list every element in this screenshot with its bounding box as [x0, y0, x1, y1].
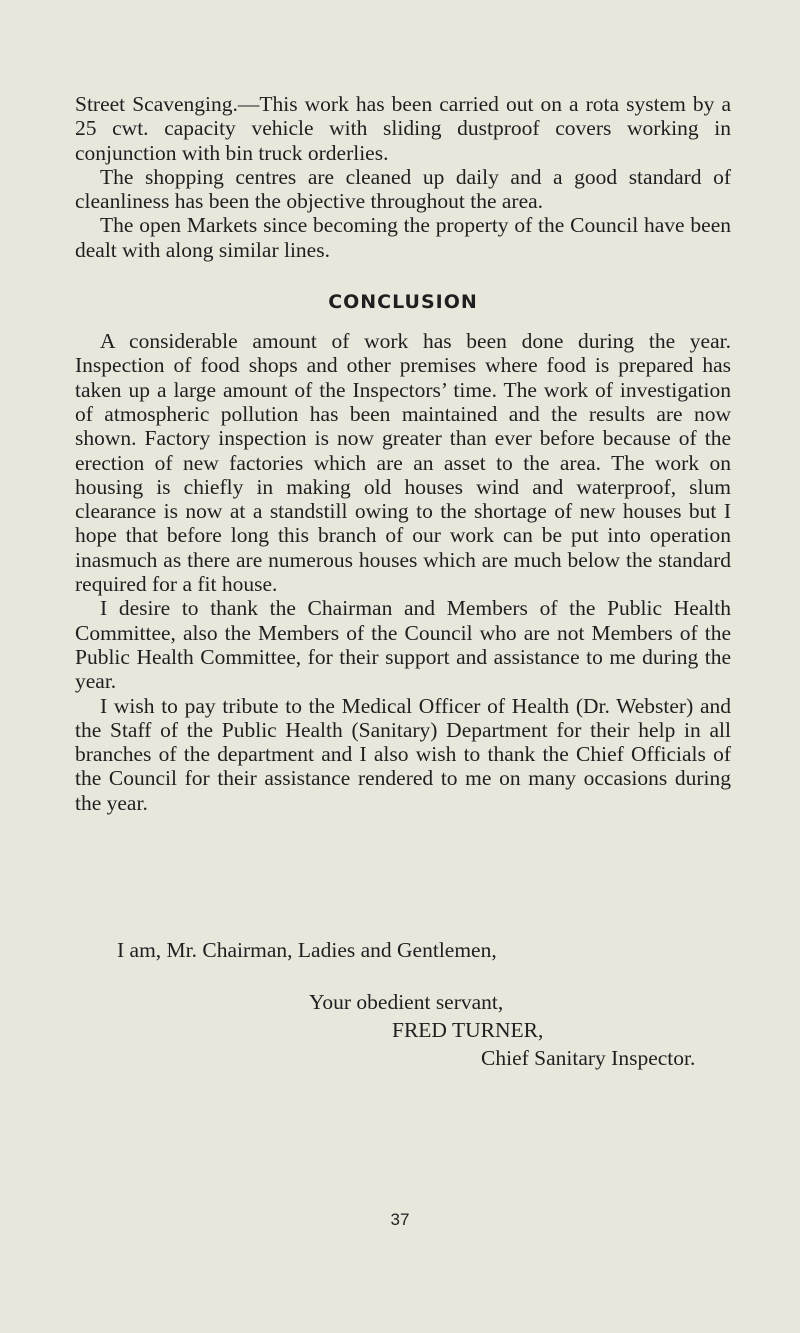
spacer	[75, 315, 731, 329]
shopping-centres-paragraph: The shopping centres are cleaned up daily and a good standard of cleanliness has been the objective throughout the area.	[75, 164, 731, 214]
signatory-title: Chief Sanitary Inspector.	[481, 1046, 696, 1070]
closing-salutation: I am, Mr. Chairman, Ladies and Gentlemen,	[117, 938, 497, 962]
conclusion-heading: CONCLUSION	[328, 291, 478, 314]
signatory-name: FRED TURNER,	[392, 1018, 544, 1042]
spacer	[75, 262, 731, 289]
conclusion-work-paragraph: A considerable amount of work has been done during the year. Inspection of food shops and other premises where food is prepared has taken up a large amount of the Inspectors’ time. The work of investigation of atmospheric pollution has been maintained and the results are now shown. Factory inspection is now greater than ever before because of the erection of new factories which are an asset to the area. The work on housing is chiefly in making old houses wind and waterproof, slum clearance is now at a standstill owing to the shortage of new houses but I hope that before long this branch of our work can be put into operation inasmuch as there are numerous houses which are much below the standard required for a fit house.	[75, 329, 731, 597]
closing-valediction: Your obedient servant,	[309, 990, 504, 1014]
open-markets-paragraph: The open Markets since becoming the property of the Council have been dealt with along similar lines.	[75, 213, 731, 262]
thanks-committee-paragraph: I desire to thank the Chairman and Members of the Public Health Committee, also the Members of the Council who are not Members of the Public Health Committee, for their support and assistance to me during the year.	[75, 596, 731, 694]
report-body	[75, 92, 731, 815]
page-number: 37	[390, 1210, 410, 1229]
tribute-paragraph: I wish to pay tribute to the Medical Officer of Health (Dr. Webster) and the Staff of the Public Health (Sanitary) Department for their help in all branches of the department and I also wish to thank the Chief Officials of the Council for their assistance rendered to me on many occasions during the year.	[75, 693, 731, 815]
street-scavenging-paragraph: Street Scavenging.—This work has been carried out on a rota system by a 25 cwt. capacity vehicle with sliding dustproof covers working in conjunction with bin truck orderlies.	[75, 92, 731, 165]
